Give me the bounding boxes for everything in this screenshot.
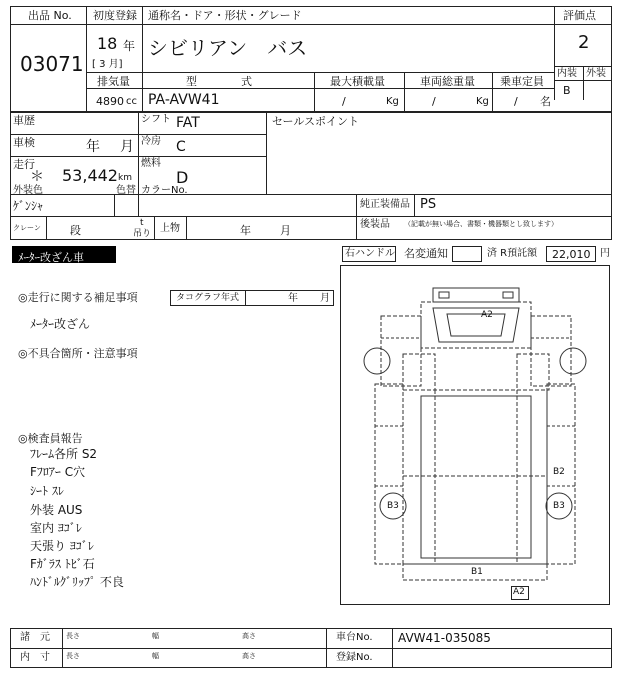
- right-hand-label: 右ハンドル: [345, 248, 395, 259]
- inner-length-label: 長さ: [66, 652, 80, 660]
- mileage-value: 53,442: [62, 166, 118, 185]
- inner-width-label: 幅: [152, 652, 159, 660]
- crane-label: クレーン: [13, 224, 41, 232]
- sales-point-label: セールスポイント: [272, 115, 360, 128]
- mileage-label: 走行: [13, 158, 35, 171]
- lift-label: 上物: [160, 223, 180, 234]
- damage-label-roof: B1: [471, 567, 483, 577]
- shift-label: シフト: [141, 114, 171, 125]
- displacement-value: 4890: [96, 95, 124, 108]
- inspection-year: 年: [86, 139, 100, 155]
- aftermarket-note: （記載が無い場合、書類・機器類とし致します）: [404, 220, 558, 228]
- capacity-unit: 名: [540, 95, 551, 108]
- height-label: 高さ: [242, 632, 256, 640]
- running-header: ◎走行に関する補足事項: [18, 291, 138, 304]
- model-value: PA-AVW41: [148, 92, 220, 108]
- recycle-label: 済 R預託額: [487, 248, 538, 259]
- tacho-year: 年: [288, 293, 298, 304]
- history-label: 車歴: [13, 114, 35, 127]
- mileage-mark: ＊: [30, 169, 44, 185]
- damage-label-rear: A2: [513, 587, 525, 597]
- lift-year: 年: [240, 224, 251, 237]
- damage-label-front: A2: [481, 310, 493, 320]
- gross-weight-label: 車両総重量: [420, 75, 475, 88]
- reg-year: 18: [97, 34, 118, 53]
- tacho-month: 月: [320, 293, 330, 304]
- model-desc-label: 通称名・ドア・形状・グレード: [148, 9, 302, 22]
- inspector-line: 室内 ﾖｺﾞﾚ: [30, 521, 82, 535]
- crane-hang: 吊り: [133, 229, 152, 239]
- gross-unit: Kg: [476, 96, 489, 107]
- color-swap-label: 色替: [116, 185, 136, 196]
- inner-height-label: 高さ: [242, 652, 256, 660]
- chassis-value: AVW41-035085: [398, 631, 491, 645]
- capacity-sep: /: [514, 95, 518, 108]
- color-value: ｹﾞﾝｼｬ: [13, 199, 44, 213]
- inspector-line: 天張り ﾖｺﾞﾚ: [30, 539, 94, 553]
- equipment-value: PS: [420, 197, 437, 212]
- displacement-unit: cc: [126, 96, 137, 107]
- capacity-label: 乗車定員: [500, 75, 544, 88]
- crane-ton: t: [140, 218, 144, 228]
- mileage-unit: km: [118, 173, 132, 183]
- inspector-line: Fﾌﾛｱｰ C穴: [30, 465, 86, 479]
- first-reg-label: 初度登録: [93, 9, 137, 22]
- tacho-label: タコグラフ年式: [176, 293, 240, 303]
- running-note: ﾒｰﾀｰ改ざん: [30, 317, 91, 331]
- name-change-box: [452, 246, 482, 262]
- model-label: 型 式: [186, 75, 252, 88]
- exterior-label: 外装: [586, 68, 606, 79]
- max-load-unit: Kg: [386, 96, 399, 107]
- max-load-label: 最大積載量: [330, 75, 385, 88]
- damage-label-right-side: B2: [553, 467, 565, 477]
- color-label: 外装色: [13, 185, 43, 196]
- recycle-amount: 22,010: [552, 248, 591, 261]
- inspection-label: 車検: [13, 136, 35, 149]
- inspector-line: Fｶﾞﾗｽ ﾄﾋﾞ石: [30, 557, 95, 571]
- reg-year-unit: 年: [123, 39, 136, 53]
- interior-grade: B: [563, 84, 571, 97]
- bus-outline: [341, 266, 609, 604]
- reg-label: 登録No.: [336, 652, 373, 663]
- dims-label: 諸 元: [20, 632, 50, 643]
- inner-label: 内 寸: [20, 652, 50, 663]
- lot-number: 03071: [20, 52, 84, 76]
- grade-label: 評価点: [563, 9, 596, 22]
- interior-label: 内装: [557, 68, 577, 79]
- inspection-month: 月: [120, 139, 134, 155]
- color-no-label: カラーNo.: [141, 185, 188, 196]
- ac-label: 冷房: [141, 136, 161, 147]
- inspector-line: ﾊﾝﾄﾞﾙｸﾞﾘｯﾌﾟ 不良: [30, 575, 124, 589]
- fuel-value: D: [176, 168, 189, 187]
- chassis-label: 車台No.: [336, 632, 373, 643]
- max-load-sep: /: [342, 95, 346, 108]
- equipment-label: 純正装備品: [360, 199, 410, 210]
- overall-grade: 2: [578, 32, 590, 53]
- fuel-label: 燃料: [141, 158, 161, 169]
- damage-label-right-rear: B3: [553, 501, 565, 511]
- reg-month: [ 3 月]: [92, 59, 123, 70]
- inspector-line: ｼｰﾄ ｽﾚ: [30, 484, 64, 498]
- width-label: 幅: [152, 632, 159, 640]
- damage-label-left-rear: B3: [387, 501, 399, 511]
- name-change-label: 名変通知: [404, 247, 448, 260]
- lift-month: 月: [280, 224, 291, 237]
- inspector-header: ◎検査員報告: [18, 432, 83, 445]
- vehicle-diagram: [340, 265, 610, 605]
- inspector-line: ﾌﾚｰﾑ各所 S2: [30, 447, 98, 461]
- length-label: 長さ: [66, 632, 80, 640]
- car-name: シビリアン バス: [148, 36, 308, 60]
- issues-header: ◎不具合箇所・注意事項: [18, 347, 138, 360]
- shift-value: FAT: [176, 115, 200, 131]
- lot-label: 出品 No.: [28, 9, 72, 22]
- crane-step: 段: [70, 224, 81, 237]
- aftermarket-label: 後装品: [360, 219, 390, 230]
- meter-tamper-banner: ﾒｰﾀｰ改ざん車: [12, 246, 116, 263]
- displacement-label: 排気量: [97, 75, 130, 88]
- ac-value: C: [176, 139, 186, 155]
- gross-sep: /: [432, 95, 436, 108]
- recycle-unit: 円: [600, 248, 610, 259]
- inspector-line: 外装 AUS: [30, 503, 83, 517]
